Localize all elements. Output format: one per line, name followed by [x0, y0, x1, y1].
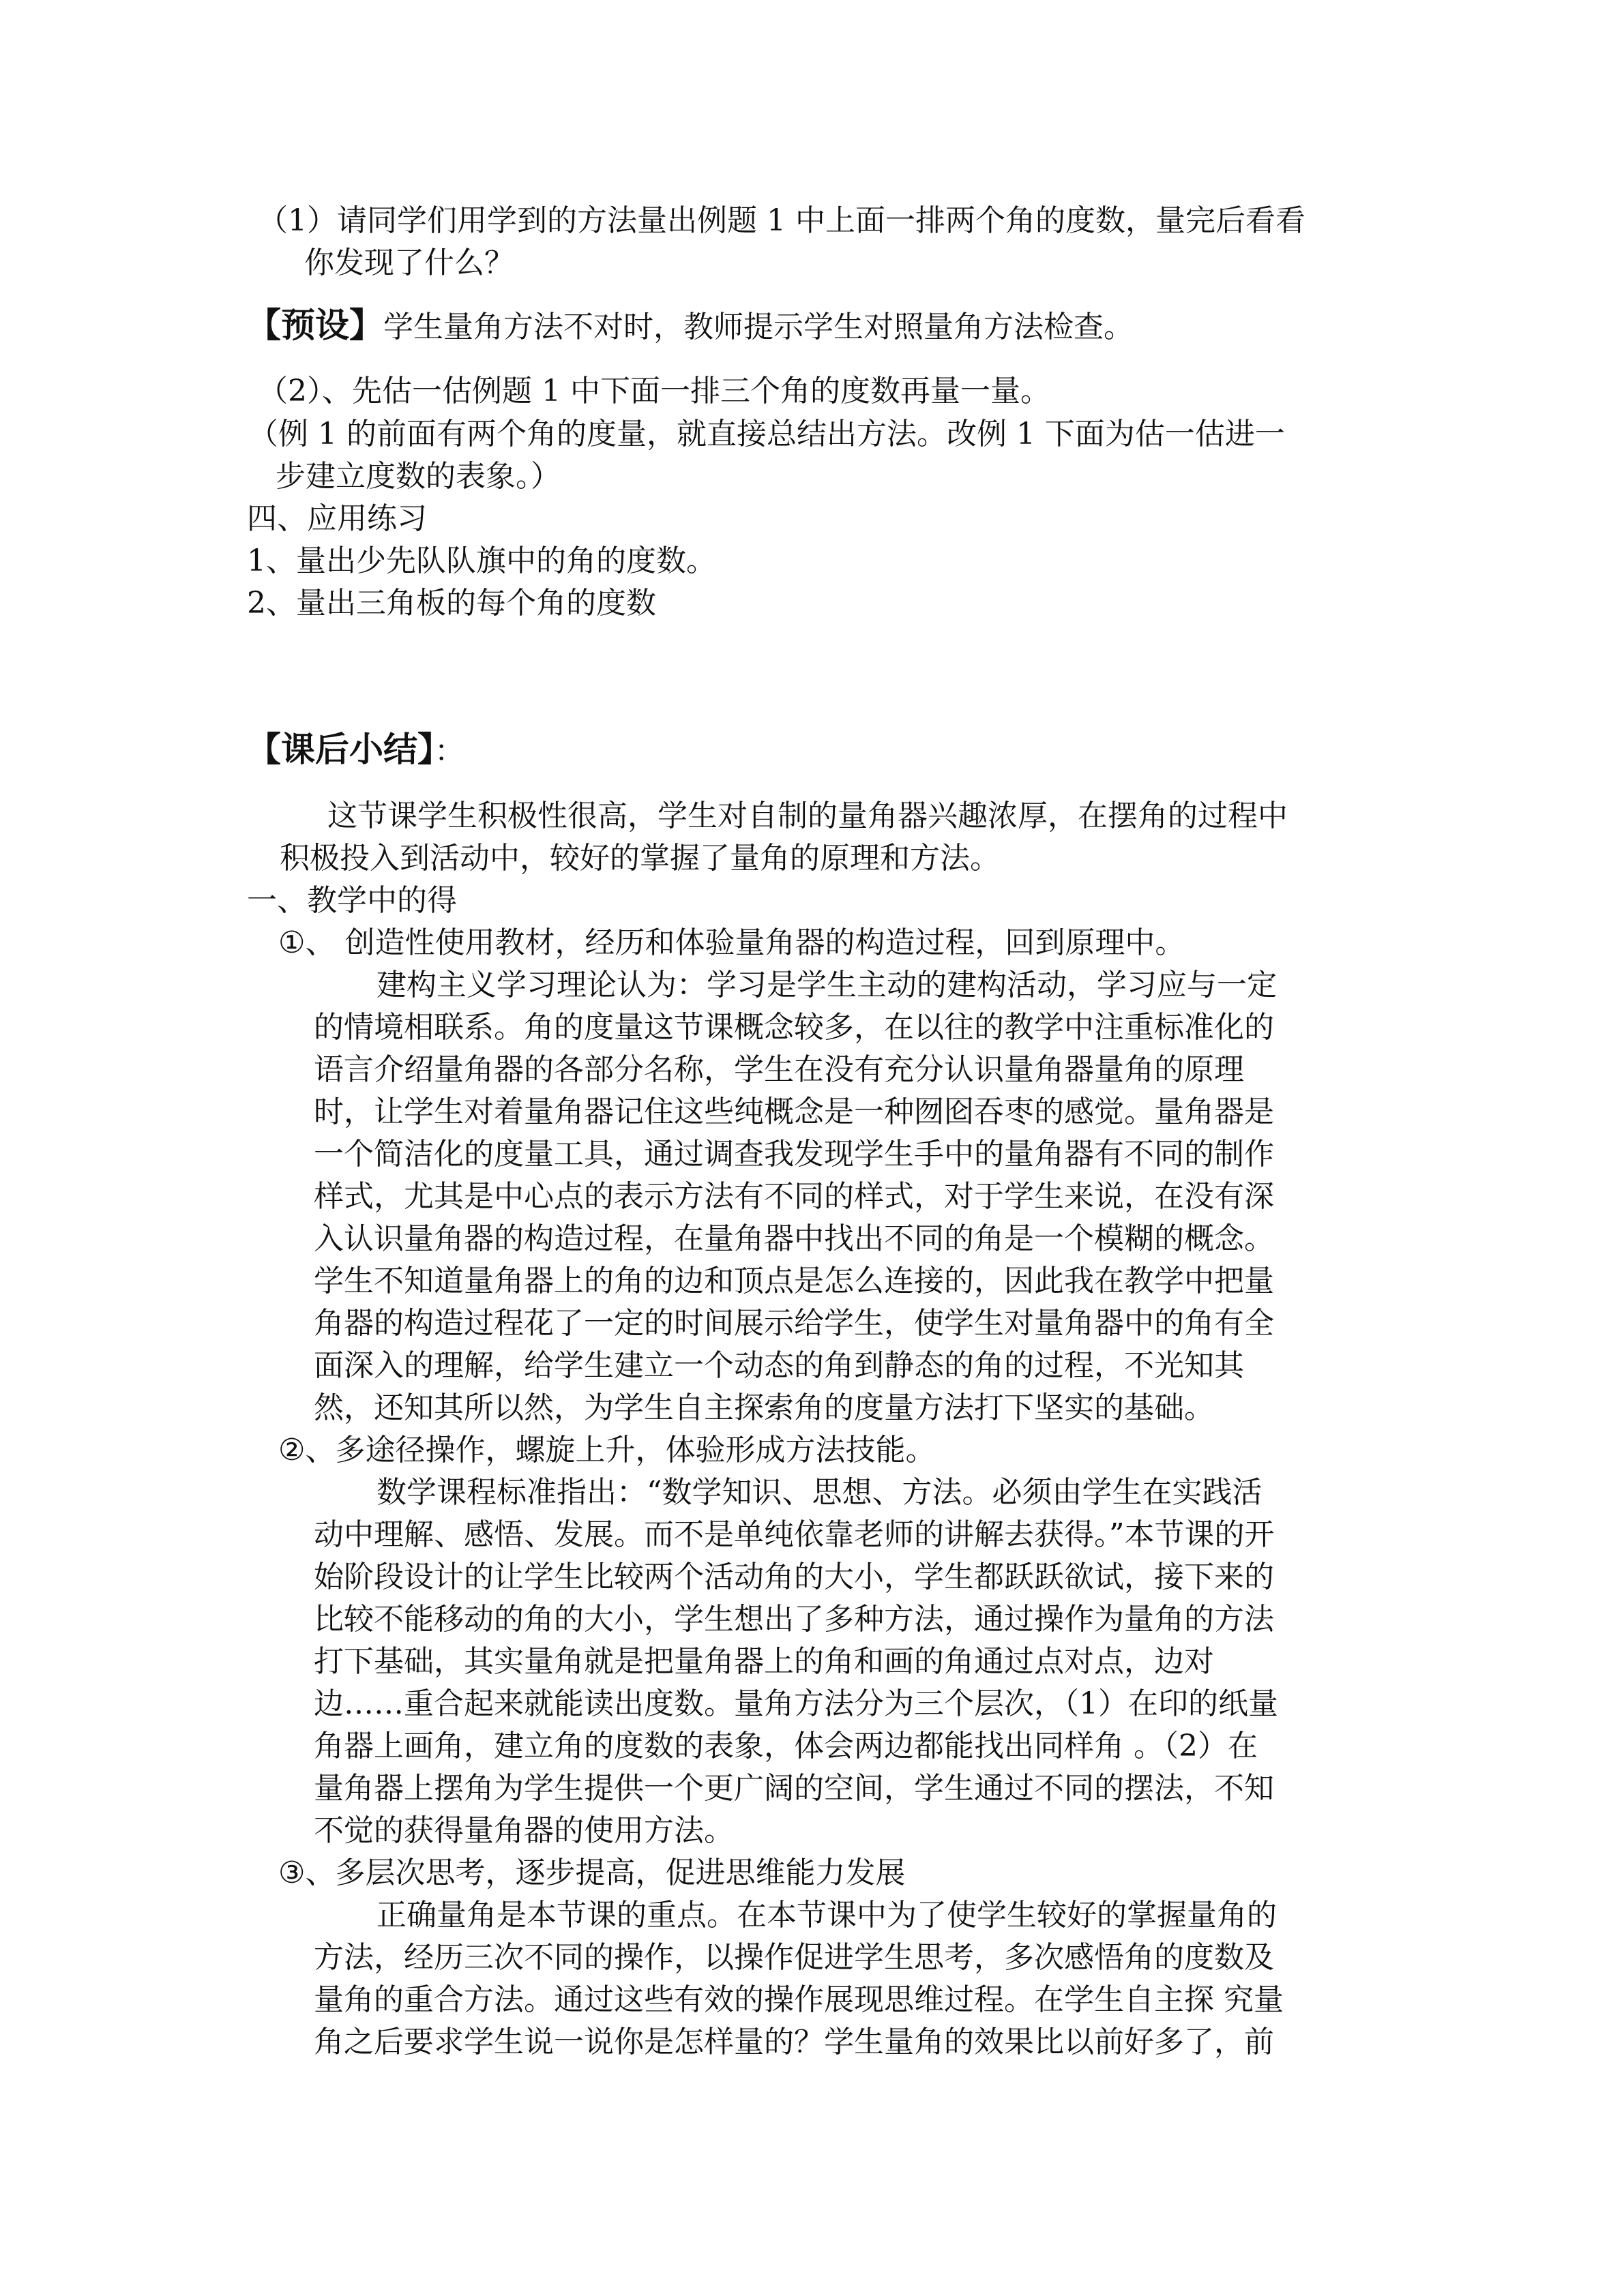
preset-text: 学生量角方法不对时，教师提示学生对照量角方法检查。	[383, 310, 1134, 344]
point-1-line: 建构主义学习理论认为：学习是学生主动的建构活动，学习应与一定	[377, 968, 1277, 1002]
point-2-line: 动中理解、感悟、发展。而不是单纯依靠老师的讲解去获得。”本节课的开	[314, 1517, 1275, 1552]
point-2-line: 打下基础，其实量角就是把量角器上的角和画的角通过点对点，边对	[314, 1644, 1214, 1679]
point-3-title	[278, 1852, 905, 1894]
circled-number-2: ②	[278, 1433, 306, 1467]
point-1-line: 时，让学生对着量角器记住这些纯概念是一种囫囵吞枣的感觉。量角器是	[314, 1094, 1274, 1129]
question-1-line-1: （1）请同学们用学到的方法量出例题 1 中上面一排两个角的度数，量完后看看	[258, 203, 1305, 238]
practice-item-1: 1、量出少先队队旗中的角的度数。	[247, 543, 716, 578]
question-1-line-2: 你发现了什么？	[304, 245, 514, 280]
point-1-line: 的情境相联系。角的度量这节课概念较多，在以往的教学中注重标准化的	[314, 1010, 1274, 1045]
point-3-line: 方法，经历三次不同的操作，以操作促进学生思考，多次感悟角的度数及	[314, 1940, 1274, 1975]
preset-label: 【预设】	[247, 305, 383, 345]
point-1-line: 入认识量角器的构造过程，在量角器中找出不同的角是一个模糊的概念。	[314, 1221, 1274, 1256]
summary-intro-line-2: 积极投入到活动中，较好的掌握了量角的原理和方法。	[280, 841, 1000, 876]
point-2-line: 边……重合起来就能读出度数。量角方法分为三个层次，（1）在印的纸量	[314, 1686, 1278, 1721]
point-2-line: 角器上画角，建立角的度数的表象，体会两边都能找出同样角 。（2）在	[314, 1729, 1258, 1763]
summary-heading-row	[247, 728, 464, 773]
point-3-line: 角之后要求学生说一说你是怎样量的？学生量角的效果比以前好多了，前	[314, 2025, 1274, 2059]
circled-number-3: ③	[278, 1855, 306, 1890]
point-2-line: 比较不能移动的角的大小，学生想出了多种方法，通过操作为量角的方法	[314, 1602, 1274, 1637]
summary-heading-colon: ：	[434, 734, 464, 769]
point-1-line: 一个简洁化的度量工具，通过调查我发现学生手中的量角器有不同的制作	[314, 1137, 1274, 1172]
point-1-line: 然，还知其所以然，为学生自主探索角的度量方法打下坚实的基础。	[314, 1390, 1214, 1425]
note-line-1: （例 1 的前面有两个角的度量，就直接总结出方法。改例 1 下面为估一估进一	[248, 417, 1285, 451]
question-2: （2）、先估一估例题 1 中下面一排三个角的度数再量一量。	[258, 374, 1050, 408]
point-2-title	[278, 1429, 935, 1472]
point-1-title	[278, 922, 1185, 964]
point-3-line: 量角的重合方法。通过这些有效的操作展现思维过程。在学生自主探 究量	[314, 1982, 1284, 2017]
point-2-title-text: 、多途径操作，螺旋上升，体验形成方法技能。	[305, 1433, 936, 1467]
point-1-line: 语言介绍量角器的各部分名称，学生在没有充分认识量角器量角的原理	[314, 1052, 1244, 1087]
preset-paragraph	[247, 304, 1134, 348]
point-3-title-text: 、多层次思考，逐步提高，促进思维能力发展	[305, 1855, 906, 1890]
note-line-2: 步建立度数的表象。）	[276, 459, 561, 494]
point-2-line: 数学课程标准指出：“数学知识、思想、方法。必须由学生在实践活	[377, 1475, 1263, 1510]
practice-heading: 四、应用练习	[247, 501, 427, 536]
summary-intro-line-1: 这节课学生积极性很高，学生对自制的量角器兴趣浓厚，在摆角的过程中	[327, 799, 1288, 833]
point-2-line: 始阶段设计的让学生比较两个活动角的大小，学生都跃跃欲试，接下来的	[314, 1560, 1274, 1594]
point-1-title-text: 、 创造性使用教材，经历和体验量角器的构造过程，回到原理中。	[305, 925, 1185, 960]
point-1-line: 面深入的理解，给学生建立一个动态的角到静态的角的过程，不光知其	[314, 1348, 1244, 1383]
summary-heading: 【课后小结】	[247, 729, 434, 769]
point-2-line: 量角器上摆角为学生提供一个更广阔的空间，学生通过不同的摆法，不知	[314, 1771, 1274, 1806]
practice-item-2: 2、量出三角板的每个角的度数	[247, 586, 656, 621]
point-1-line: 角器的构造过程花了一定的时间展示给学生，使学生对量角器中的角有全	[314, 1306, 1274, 1341]
point-1-line: 样式，尤其是中心点的表示方法有不同的样式，对于学生来说，在没有深	[314, 1179, 1274, 1214]
point-1-line: 学生不知道量角器上的角的边和顶点是怎么连接的，因此我在教学中把量	[314, 1264, 1274, 1298]
gains-heading: 一、教学中的得	[247, 883, 457, 918]
circled-number-1: ①	[278, 925, 306, 960]
point-2-line: 不觉的获得量角器的使用方法。	[314, 1813, 734, 1848]
point-3-line: 正确量角是本节课的重点。在本节课中为了使学生较好的掌握量角的	[377, 1898, 1277, 1933]
